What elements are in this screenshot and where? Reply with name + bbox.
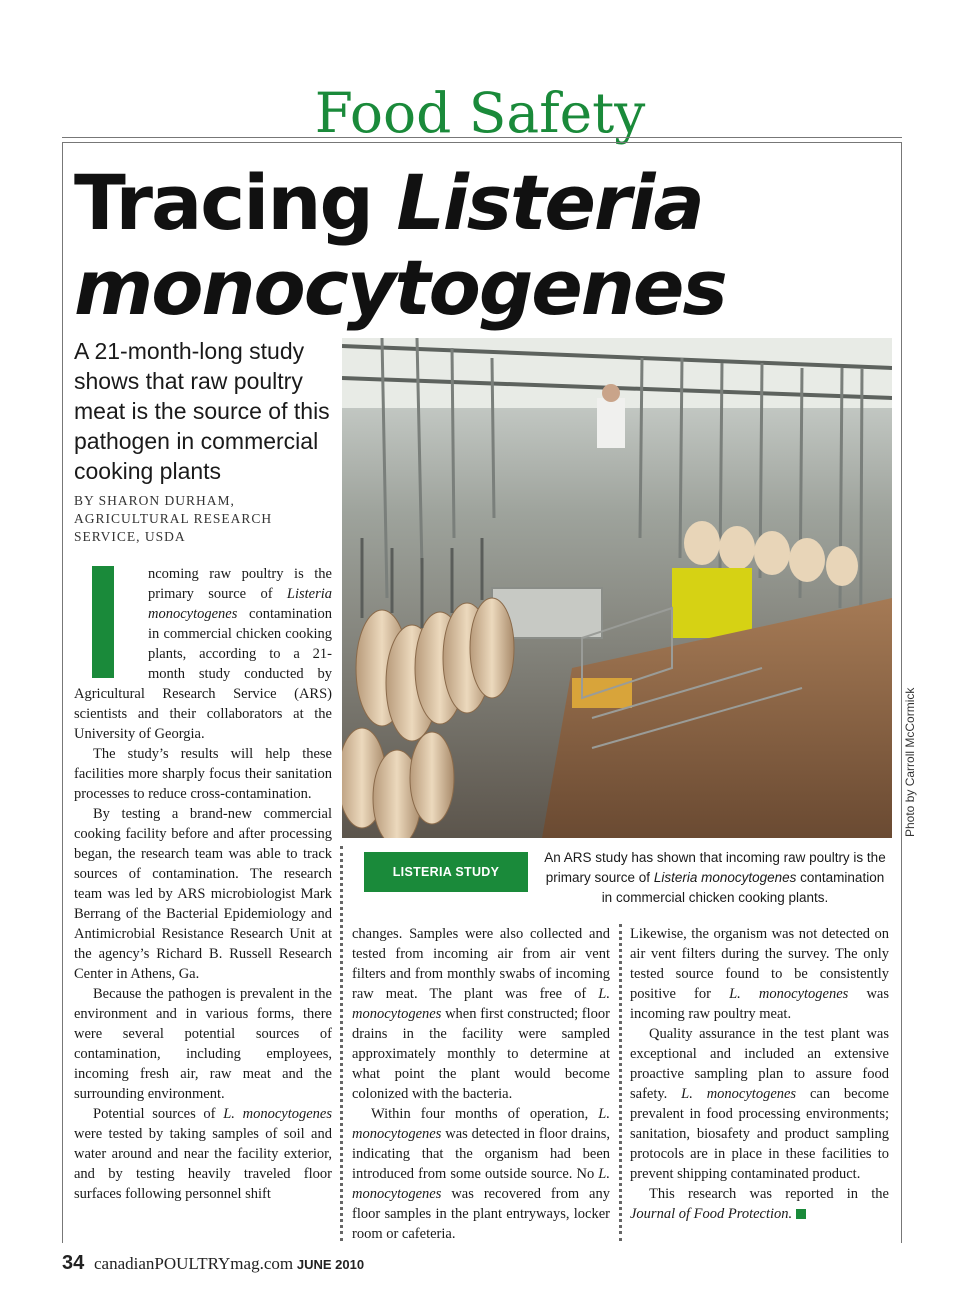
headline-line-2: monocytogenes	[74, 243, 726, 332]
text-run: when first constructed; floor drains in the facility were sampled approximately monthly to determine at what point the plant would become colonized with the bacteria.	[352, 1006, 610, 1102]
drop-cap-i	[92, 566, 114, 678]
italic-run: L. monocytogenes	[352, 1166, 610, 1202]
body-paragraph	[630, 924, 889, 1024]
italic-run: L. monocytogenes	[223, 1106, 332, 1122]
body-paragraph	[74, 564, 332, 744]
text-run: was detected in floor drains, indicating that the organism had been introduced from some outside source. No	[352, 1126, 610, 1182]
byline	[74, 492, 336, 546]
byline-line-3: SERVICE, USDA	[74, 529, 186, 544]
headline-line-1	[74, 160, 726, 245]
body-paragraph	[630, 1024, 889, 1184]
column-separator	[619, 924, 622, 1241]
text-run: were tested by taking samples of soil and water around and near the facility exterior, and by testing heavily traveled floor surfaces following personnel shift	[74, 1126, 332, 1202]
title-rule	[62, 137, 902, 138]
body-paragraph: By testing a brand-new commercial cooking facility before and after processing began, the research team was able to track sources of contamination. The research team was led by ARS microbiologist Mark Berrang of the Bacterial Epidemiology and Antimicrobial Resistance Research Unit at the agency’s Richard B. Russell Research Center in Athens, Ga.	[74, 806, 332, 982]
italic-run: Listeria monocytogenes	[148, 586, 332, 622]
text-run: contamination in commercial chicken cooking plants, according to a 21-month study conducted by Agricultural Research Service (ARS) scientists and their collaborators at the University of Georgia.	[74, 606, 332, 742]
column-separator	[340, 846, 343, 1241]
text-run: Likewise, the organism was not detected on air vent filters during the survey. The only tested source found to be consistently positive for	[630, 926, 889, 1002]
text-run: changes. Samples were also collected and tested from incoming air from air vent filters and from monthly swabs of incoming raw meat. The plant was free of	[352, 926, 610, 1002]
body-paragraph: The study’s results will help these facilities more sharply focus their sanitation processes to reduce cross-contamination.	[74, 746, 332, 802]
body-paragraph: Because the pathogen is prevalent in the environment and in various forms, there were several potential sources of contamination, including employees, incoming fresh air, raw meat and the surrounding environment.	[74, 986, 332, 1102]
section-title: Food Safety	[314, 81, 646, 145]
footer-site: canadianPOULTRYmag.com	[94, 1254, 294, 1273]
caption-part-2: contamination in commercial chicken cooking plants.	[601, 870, 885, 905]
body-column-2	[352, 924, 610, 1244]
body-column-1	[74, 564, 332, 1244]
text-run: was recovered from any floor samples in the plant entryways, locker room or cafeteria.	[352, 1186, 610, 1242]
headline-roman: Tracing	[74, 158, 397, 247]
italic-run: L. monocytogenes	[352, 1106, 610, 1142]
headline-italic-1: Listeria	[396, 158, 703, 247]
text-run: Potential sources of	[93, 1106, 224, 1122]
sidebar-tag: LISTERIA STUDY	[364, 852, 528, 892]
byline-line-2: AGRICULTURAL RESEARCH	[74, 511, 273, 526]
body-paragraph	[630, 1184, 889, 1224]
body-column-3	[630, 924, 889, 1244]
deck: A 21-month-long study shows that raw poultry meat is the source of this pathogen in commercial cooking plants	[74, 338, 330, 484]
end-mark-icon	[796, 1209, 806, 1219]
photo-credit-text: Photo by Carroll McCormick	[903, 687, 917, 837]
photo-credit	[902, 687, 918, 840]
photo-caption	[540, 848, 890, 908]
caption-part-1: An ARS study has shown that incoming raw poultry is the primary source of	[544, 850, 886, 885]
footer-date: JUNE 2010	[296, 1257, 365, 1272]
italic-run: L. monocytogenes	[352, 986, 610, 1022]
text-run: Within four months of operation,	[371, 1106, 599, 1122]
text-run: ncoming raw poultry is the primary source of	[148, 566, 332, 602]
italic-run: L. monocytogenes	[729, 986, 849, 1002]
body-paragraph	[352, 1104, 610, 1244]
page-number: 34	[62, 1252, 85, 1274]
body-paragraph	[352, 924, 610, 1104]
text-run: was incoming raw poultry meat.	[630, 986, 889, 1022]
poultry-plant-photo	[342, 338, 892, 838]
body-paragraph	[74, 1104, 332, 1204]
text-run: This research was reported in the	[649, 1186, 889, 1202]
text-run: can become prevalent in food processing environments; sanitation, biosafety and product sampling protocols are in place in these facilities to prevent shipping contaminated product.	[630, 1086, 889, 1182]
italic-run: Journal of Food Protection.	[630, 1206, 793, 1222]
byline-line-1: BY SHARON DURHAM,	[74, 493, 235, 508]
page-footer	[62, 1252, 364, 1275]
caption-italic: Listeria monocytogenes	[653, 870, 797, 885]
headline	[74, 160, 726, 330]
italic-run: L. monocytogenes	[681, 1086, 797, 1102]
text-run: Quality assurance in the test plant was exceptional and included an extensive proactive sampling plan to assure food safety.	[630, 1026, 889, 1102]
